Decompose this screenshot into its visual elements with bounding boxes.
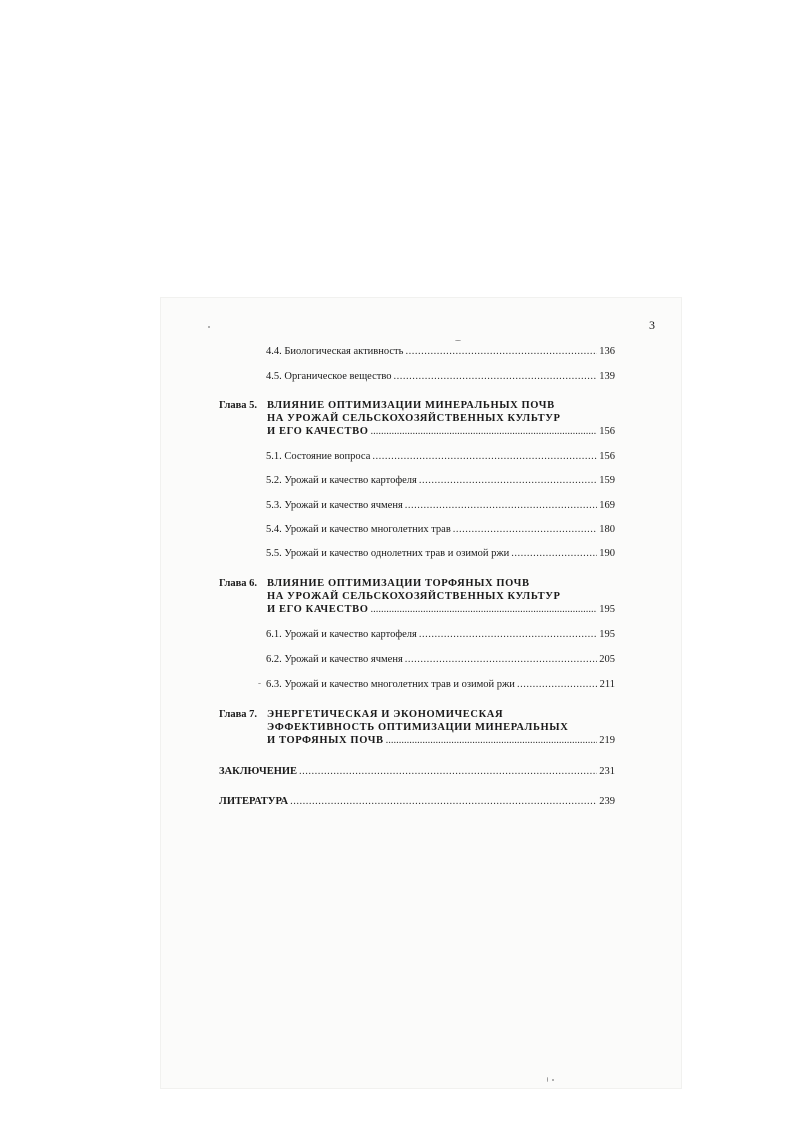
scan-speck xyxy=(208,326,210,328)
chapter-title-last xyxy=(267,426,615,437)
toc-entry-label: 5.4. Урожай и качество многолетних трав xyxy=(266,524,451,535)
toc-entry xyxy=(266,548,615,559)
dot-leader xyxy=(290,796,597,807)
chapter-title-line: И ЕГО КАЧЕСТВО xyxy=(267,604,369,615)
dot-leader xyxy=(386,735,598,746)
toc-entry-page: 231 xyxy=(599,766,615,777)
scan-speck xyxy=(258,683,261,684)
toc-entry-label: 6.2. Урожай и качество ячменя xyxy=(266,654,403,665)
chapter-title-last xyxy=(267,604,615,615)
toc-entry-page: 136 xyxy=(599,346,615,357)
chapter-prefix: Глава 5. xyxy=(219,400,258,411)
chapter-title-line: ВЛИЯНИЕ ОПТИМИЗАЦИИ ТОРФЯНЫХ ПОЧВ xyxy=(267,578,530,589)
toc-entry xyxy=(266,500,615,511)
dot-leader xyxy=(405,654,597,665)
chapter-title-line: НА УРОЖАЙ СЕЛЬСКОХОЗЯЙСТВЕННЫХ КУЛЬТУР xyxy=(267,591,561,602)
toc-entry-page: 159 xyxy=(599,475,615,486)
scan-speck xyxy=(455,340,461,341)
toc-entry xyxy=(266,524,615,535)
toc-entry-page: 219 xyxy=(599,735,615,746)
toc-entry xyxy=(266,679,615,690)
toc-entry xyxy=(266,475,615,486)
dot-leader xyxy=(419,475,597,486)
chapter-title-line: И ТОРФЯНЫХ ПОЧВ xyxy=(267,735,384,746)
toc-entry xyxy=(266,629,615,640)
toc-entry-page: 139 xyxy=(599,371,615,382)
chapter-prefix: Глава 7. xyxy=(219,709,258,720)
toc-entry-page: 195 xyxy=(599,629,615,640)
toc-entry xyxy=(266,346,615,357)
scan-speck xyxy=(547,1077,548,1082)
toc-entry-label: 4.5. Органическое вещество xyxy=(266,371,392,382)
toc-entry-page: 156 xyxy=(599,426,615,437)
dot-leader xyxy=(453,524,597,535)
toc-entry-page: 195 xyxy=(599,604,615,615)
dot-leader xyxy=(517,679,598,690)
toc-entry xyxy=(266,654,615,665)
chapter-title-line: ВЛИЯНИЕ ОПТИМИЗАЦИИ МИНЕРАЛЬНЫХ ПОЧВ xyxy=(267,400,555,411)
chapter-prefix: Глава 6. xyxy=(219,578,258,589)
chapter-title-last xyxy=(267,735,615,746)
dot-leader xyxy=(370,604,597,615)
toc-entry xyxy=(266,451,615,462)
toc-entry xyxy=(266,371,615,382)
toc-entry-label: 5.3. Урожай и качество ячменя xyxy=(266,500,403,511)
chapter-title-line: НА УРОЖАЙ СЕЛЬСКОХОЗЯЙСТВЕННЫХ КУЛЬТУР xyxy=(267,413,561,424)
dot-leader xyxy=(370,426,597,437)
toc-entry-page: 180 xyxy=(599,524,615,535)
toc-entry-page: 205 xyxy=(599,654,615,665)
toc-entry-page: 169 xyxy=(599,500,615,511)
toc-entry-label: 5.5. Урожай и качество однолетних трав и озимой ржи xyxy=(266,548,510,559)
dot-leader xyxy=(393,371,597,382)
chapter-title-line: ЭФФЕКТИВНОСТЬ ОПТИМИЗАЦИИ МИНЕРАЛЬНЫХ xyxy=(267,722,569,733)
dot-leader xyxy=(511,548,597,559)
toc-entry-conclusion xyxy=(219,766,615,777)
page-number: 3 xyxy=(649,318,655,332)
toc-entry-label: 5.1. Состояние вопроса xyxy=(266,451,371,462)
toc-entry-label: 4.4. Биологическая активность xyxy=(266,346,404,357)
toc-entry-literature xyxy=(219,796,615,807)
dot-leader xyxy=(419,629,597,640)
dot-leader xyxy=(405,346,597,357)
dot-leader xyxy=(299,766,597,777)
dot-leader xyxy=(372,451,597,462)
toc-entry-page: 211 xyxy=(599,679,615,690)
toc-entry-label: 6.3. Урожай и качество многолетних трав и озимой ржи xyxy=(266,679,515,690)
toc-entry-page: 156 xyxy=(599,451,615,462)
toc-entry-label: 5.2. Урожай и качество картофеля xyxy=(266,475,417,486)
scan-speck xyxy=(552,1079,554,1081)
toc-entry-label: 6.1. Урожай и качество картофеля xyxy=(266,629,417,640)
chapter-title-line: ЭНЕРГЕТИЧЕСКАЯ И ЭКОНОМИЧЕСКАЯ xyxy=(267,709,504,720)
toc-entry-page: 190 xyxy=(599,548,615,559)
toc-entry-page: 239 xyxy=(599,796,615,807)
toc-entry-label: ЗАКЛЮЧЕНИЕ xyxy=(219,766,298,777)
chapter-title-line: И ЕГО КАЧЕСТВО xyxy=(267,426,369,437)
toc-entry-label: ЛИТЕРАТУРА xyxy=(219,796,289,807)
dot-leader xyxy=(405,500,597,511)
